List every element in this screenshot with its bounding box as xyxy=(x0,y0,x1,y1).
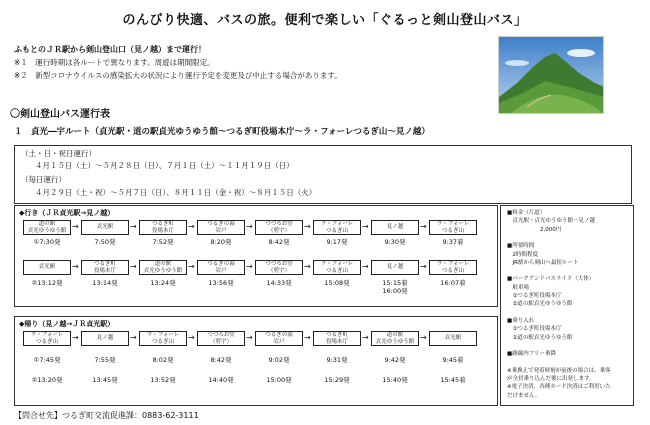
note-2: ※２ 新型コロナウイルスの感染拡大の状況により運行予定を変更及び中止する場合があります。 xyxy=(14,71,342,80)
outbound-row2-time-4: 13:56発 xyxy=(208,279,234,287)
return-trip2-time-4: 14:40発 xyxy=(208,376,234,384)
weekend-label: （土・日・祝日運行） xyxy=(21,149,96,158)
outbound-row1-stop-8 xyxy=(429,220,477,235)
mountain-illustration xyxy=(499,37,604,114)
arrow-icon: → xyxy=(246,222,253,231)
return-trip2-time-5: 15:00発 xyxy=(266,376,292,384)
stop-label: 道の駅 xyxy=(154,261,172,267)
outbound-row2-stop-5 xyxy=(255,260,303,275)
outbound-row1-time-6: 9:17発 xyxy=(326,238,348,246)
stop-label: 見ノ越 xyxy=(386,264,404,271)
return-stop-1 xyxy=(23,331,71,346)
info-line: 2,000円 xyxy=(507,226,562,233)
arrow-icon: → xyxy=(72,262,79,271)
info-line: ※乗換えで発着時刻が前後の場合は、乗客 xyxy=(507,367,611,374)
stop-label: つづろお堂 xyxy=(265,261,293,267)
stop-label: 役場本庁 xyxy=(151,227,174,234)
return-trip1-time-8: 9:45着 xyxy=(442,356,464,364)
arrow-icon: → xyxy=(188,333,195,342)
return-trip1-time-6: 9:31発 xyxy=(326,356,348,364)
daily-label: （毎日運行） xyxy=(21,175,66,184)
stop-label: 見ノ越 xyxy=(96,335,114,342)
stop-label: 貞光ゆうゆう館 xyxy=(27,227,67,234)
stop-label: ラ・フォーレ xyxy=(320,261,354,267)
return-trip1-time-2: 7:55発 xyxy=(94,356,116,364)
stop-label: つるぎ山 xyxy=(441,267,464,274)
stop-label: つるぎ町 xyxy=(325,332,348,338)
return-stop-3 xyxy=(139,331,187,346)
section-title: 〇剣山登山バス運行表 xyxy=(10,109,110,120)
outbound-row1-time-4: 8:20発 xyxy=(210,238,232,246)
return-stop-4 xyxy=(197,331,245,346)
stop-label: つるぎ山 xyxy=(441,227,464,234)
stop-label: つるぎの湯 xyxy=(207,261,235,267)
outbound-row2-time-5: 14:33発 xyxy=(266,279,292,287)
outbound-row2-stop-3 xyxy=(139,260,187,275)
stop-label: ラ・フォーレ xyxy=(436,221,470,227)
outbound-row1-stop-5 xyxy=(255,220,303,235)
outbound-row2-time-3: 13:24発 xyxy=(150,279,176,287)
info-panel xyxy=(500,205,634,406)
outbound-row2-time-2: 13:14発 xyxy=(92,279,118,287)
stop-label: 道の駅 xyxy=(38,221,56,227)
mountain-photo xyxy=(498,36,604,114)
weekend-dates: ４月１５日（土）～５月２８日（日）、７月１日（土）～１１月１９日（日） xyxy=(35,161,294,170)
info-line: ①つるぎ町役場本庁 xyxy=(507,326,562,333)
info-line: JR駅から剣山へ最短ルート xyxy=(507,259,579,266)
arrow-icon: → xyxy=(72,222,79,231)
arrow-icon: → xyxy=(362,333,369,342)
outbound-row2-stop-1 xyxy=(23,260,71,275)
outbound-row1-time-5: 8:42発 xyxy=(268,238,290,246)
outbound-row1-time-7: 9:30発 xyxy=(384,238,406,246)
stop-label: つるぎ山 xyxy=(325,267,348,274)
return-trip2-time-3: 13:52発 xyxy=(150,376,176,384)
info-line: ■路線内フリー乗降 xyxy=(507,351,556,358)
outbound-row1-stop-4 xyxy=(197,220,245,235)
return-trip2-time-8: 15:45着 xyxy=(440,376,466,384)
outbound-title: ◆行き（ＪＲ貞光駅→見ノ越） xyxy=(19,209,115,217)
arrow-icon: → xyxy=(362,262,369,271)
outbound-row2-time-8: 16:07着 xyxy=(440,279,466,287)
stop-label: つづろお堂 xyxy=(265,221,293,227)
arrow-icon: → xyxy=(188,262,195,271)
info-line: が全員乗り込んだ後に出発します。 xyxy=(507,376,595,382)
arrow-icon: → xyxy=(304,333,311,342)
outbound-row2-stop-2 xyxy=(81,260,129,275)
info-line: ■乗り入れ xyxy=(507,317,535,324)
return-trip2-time-6: 15:29発 xyxy=(324,376,350,384)
info-line: ■所要時間 xyxy=(507,243,535,250)
return-trip1-time-4: 8:42発 xyxy=(210,356,232,364)
return-trip1-time-5: 9:02発 xyxy=(268,356,290,364)
outbound-panel xyxy=(14,205,498,307)
return-stop-2 xyxy=(81,331,129,346)
stop-label: 岩戸 xyxy=(273,338,285,345)
arrow-icon: → xyxy=(188,222,195,231)
stop-label: ラ・フォーレ xyxy=(436,261,470,267)
stop-label: つるぎの湯 xyxy=(207,221,235,227)
info-line: ■料金（片道） xyxy=(507,210,546,216)
stop-label: 道の駅 xyxy=(386,332,404,338)
outbound-row1-stop-6 xyxy=(313,220,361,235)
return-trip2-time-1: ②13:20発 xyxy=(31,376,63,384)
arrow-icon: → xyxy=(304,222,311,231)
outbound-row2-stop-8 xyxy=(429,260,477,275)
return-stop-5 xyxy=(255,331,303,346)
stop-label: （剪宇） xyxy=(209,338,232,345)
stop-label: 貞光駅 xyxy=(96,224,114,231)
outbound-row2-stop-4 xyxy=(197,260,245,275)
arrow-icon: → xyxy=(420,262,427,271)
stop-label: 役場本庁 xyxy=(93,267,116,274)
stop-label: ラ・フォーレ xyxy=(30,332,64,338)
stop-label: 役場本庁 xyxy=(325,338,348,345)
schedule-box xyxy=(14,145,632,204)
page-title: のんびり快適、バスの旅。便利で楽しい「ぐるっと剣山登山バス」 xyxy=(122,13,528,28)
arrow-icon: → xyxy=(420,222,427,231)
return-trip1-time-3: 8:02発 xyxy=(152,356,174,364)
arrow-icon: → xyxy=(362,222,369,231)
stop-label: つづろお堂 xyxy=(207,332,235,338)
info-line: だけません。 xyxy=(507,392,541,399)
stop-label: 岩戸 xyxy=(215,227,227,234)
stop-label: つるぎ山 xyxy=(151,338,174,345)
stop-label: つるぎ町 xyxy=(151,221,174,227)
stop-label: つるぎ山 xyxy=(325,227,348,234)
info-line: ②道の駅貞光ゆうゆう館 xyxy=(507,334,573,341)
return-stop-7 xyxy=(371,331,419,346)
outbound-row1-time-2: 7:50発 xyxy=(94,238,116,246)
stop-label: 見ノ越 xyxy=(386,224,404,231)
stop-label: （剪宇） xyxy=(267,227,290,234)
outbound-row2-stop-6 xyxy=(313,260,361,275)
lead-text: ふもとのＪＲ駅から剣山登山口（見ノ越）まで運行！ xyxy=(14,45,206,54)
stop-label: 貞光駅 xyxy=(38,264,56,271)
stop-label: ラ・フォーレ xyxy=(320,221,354,227)
return-trip1-time-1: ①7:45発 xyxy=(33,356,61,364)
arrow-icon: → xyxy=(246,262,253,271)
outbound-row1-stop-2 xyxy=(81,220,129,235)
arrow-icon: → xyxy=(304,262,311,271)
return-stop-6 xyxy=(313,331,361,346)
outbound-row2-stop-7 xyxy=(371,260,419,275)
arrow-icon: → xyxy=(130,222,137,231)
arrow-icon: → xyxy=(130,262,137,271)
outbound-row1-time-8: 9:37着 xyxy=(442,238,464,246)
info-line: ②道の駅貞光ゆうゆう館 xyxy=(507,301,573,308)
info-line: 貞光駅・貞光ゆうゆう館－見ノ越 xyxy=(507,218,596,225)
contact-footer: 【問合せ先】つるぎ町交流促進課：0883-62-3111 xyxy=(14,411,199,420)
outbound-row1-stop-3 xyxy=(139,220,187,235)
stop-label: （剪宇） xyxy=(267,267,290,274)
stop-label: 貞光ゆうゆう館 xyxy=(375,338,415,345)
info-line: 駐車場 xyxy=(507,284,530,291)
daily-dates: ４月２９日（土・祝）～５月７日（日）、８月１１日（金・祝）～８月１５日（火） xyxy=(35,188,317,197)
outbound-row2-time-1: ②13:12発 xyxy=(31,279,63,287)
stop-label: つるぎ山 xyxy=(35,338,58,345)
stop-label: 貞光駅 xyxy=(444,335,462,342)
return-title: ◆帰り（見ノ越→ＪＲ貞光駅） xyxy=(19,320,115,328)
return-stop-8 xyxy=(429,331,477,346)
stop-label: つるぎの湯 xyxy=(265,332,293,338)
route-title: １ 貞光―宇ルート（貞光駅・道の駅貞光ゆうゆう館～つるぎ町役場本庁～ラ・フォーレつるぎ山～見ノ越） xyxy=(14,127,430,137)
info-line: ①つるぎ町役場本庁 xyxy=(507,293,562,299)
stop-label: 岩戸 xyxy=(215,267,227,274)
arrow-icon: → xyxy=(420,333,427,342)
outbound-row1-time-1: ①7:30発 xyxy=(33,238,61,246)
info-line: ※電子決済、各種カード決済はご利用いた xyxy=(507,384,611,391)
arrow-icon: → xyxy=(246,333,253,342)
outbound-row2-time-7: 15:15着 16:00発 xyxy=(382,279,408,295)
arrow-icon: → xyxy=(72,333,79,342)
return-panel xyxy=(14,316,498,406)
return-trip1-time-7: 9:42発 xyxy=(384,356,406,364)
return-trip2-time-7: 15:40発 xyxy=(382,376,408,384)
outbound-row2-time-6: 15:08発 xyxy=(324,279,350,287)
stop-label: つるぎ町 xyxy=(93,261,116,267)
outbound-row1-time-3: 7:52発 xyxy=(152,238,174,246)
stop-label: 貞光ゆうゆう館 xyxy=(143,267,183,274)
outbound-row1-stop-1 xyxy=(23,220,71,235)
info-line: 2時間程度 xyxy=(507,251,538,258)
arrow-icon: → xyxy=(130,333,137,342)
return-trip2-time-2: 13:45発 xyxy=(92,376,118,384)
note-1: ※１ 運行時期は各ルートで異なります。周遊は期間限定。 xyxy=(14,58,215,67)
outbound-row1-stop-7 xyxy=(371,220,419,235)
stop-label: ラ・フォーレ xyxy=(146,332,180,338)
info-line: ■パークアンドバスライド（大体） xyxy=(507,276,595,283)
